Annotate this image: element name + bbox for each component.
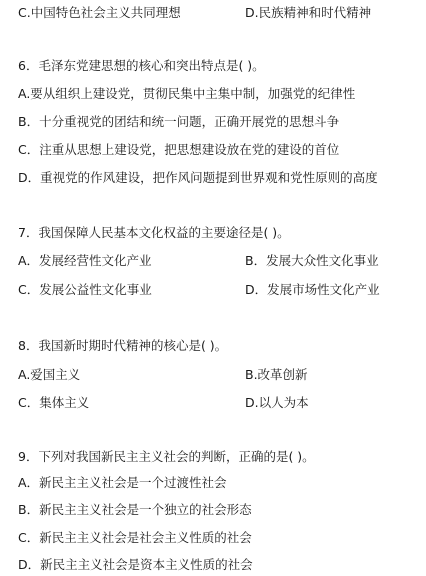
q7-option-b: B．发展大众性文化事业 [245,253,379,268]
q8-option-d: D.以人为本 [245,395,309,410]
q6-option-a: A.要从组织上建设党，贯彻民集中主集中制，加强党的纪律性 [18,86,356,101]
q8-option-c: C．集体主义 [18,395,90,410]
q9-stem: 9．下列对我国新民主主义社会的判断，正确的是( )。 [18,449,315,464]
q8-option-b: B.改革创新 [245,367,308,382]
q6-stem: 6．毛泽东党建思想的核心和突出特点是( )。 [18,58,265,73]
q9-option-a: A．新民主主义社会是一个过渡性社会 [18,475,227,490]
q6-option-c: C．注重从思想上建设党，把思想建设放在党的建设的首位 [18,142,340,157]
q7-option-a: A．发展经营性文化产业 [18,253,152,268]
q9-option-c: C．新民主主义社会是社会主义性质的社会 [18,530,252,545]
q9-option-b: B．新民主主义社会是一个独立的社会形态 [18,502,252,517]
q7-option-d: D．发展市场性文化产业 [245,282,380,297]
q6-option-b: B．十分重视党的团结和统一问题，正确开展党的思想斗争 [18,114,340,129]
q5-option-d: D.民族精神和时代精神 [245,5,372,20]
q8-stem: 8．我国新时期时代精神的核心是( )。 [18,338,228,353]
q9-option-d: D．新民主主义社会是资本主义性质的社会 [18,557,253,572]
q5-option-c: C.中国特色社会主义共同理想 [18,5,181,20]
q6-option-d: D．重视党的作风建设，把作风问题提到世界观和党性原则的高度 [18,170,378,185]
q8-option-a: A.爱国主义 [18,367,81,382]
q7-stem: 7．我国保障人民基本文化权益的主要途径是( )。 [18,225,290,240]
q7-option-c: C．发展公益性文化事业 [18,282,152,297]
